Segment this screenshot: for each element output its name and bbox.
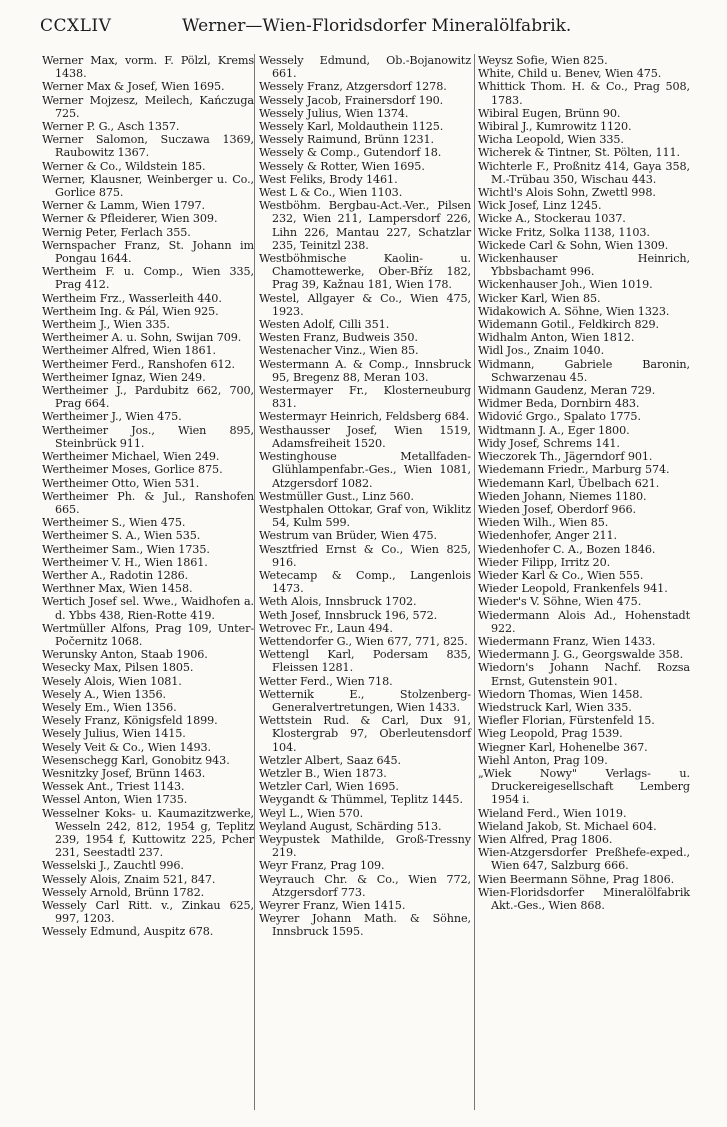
directory-entry: Weysz Sofie, Wien 825. [478,54,608,67]
directory-entry: Wertheimer J., Pardubitz 662, 700, Prag 664. [42,384,254,411]
directory-entry: Wettendorfer G., Wien 677, 771, 825. [259,634,468,648]
directory-entry: Wessel Anton, Wien 1735. [42,793,188,807]
directory-entry: Wertheimer Alfred, Wien 1861. [42,344,217,358]
directory-entry: Wertheimer Ferd., Ranshofen 612. [42,357,236,371]
directory-entry: Wiedemann Karl, Übelbach 621. [478,476,660,490]
directory-entry: Widmann Gaudenz, Meran 729. [478,384,656,398]
directory-entry: Wien Beermann Söhne, Prag 1806. [478,872,675,886]
directory-entry: Wernspacher Franz, St. Johann im Pongau 1644. [42,238,254,266]
directory-entry: Widhalm Anton, Wien 1812. [478,331,635,345]
directory-entry: Wertich Josef sel. Wwe., Waidhofen a. d. Ybbs 438, Rien-Rotte 419. [42,595,254,622]
directory-entry: Wieden Josef, Oberdorf 966. [478,502,636,516]
directory-entry: Wieland Ferd., Wien 1019. [478,806,627,820]
directory-entry: Wertheimer S. A., Wien 535. [42,529,201,543]
directory-entry: Widemann Gotil., Feldkirch 829. [478,318,659,332]
directory-entry: Weth Josef, Innsbruck 196, 572. [259,608,438,622]
directory-entry: Werner, Klausner, Weinberger u. Co., Gorlice 875. [42,172,254,200]
directory-entry: Wessely Carl Ritt. v., Zinkau 625, 997, 1203. [42,899,254,926]
directory-entry: Widmann, Gabriele Baronin, Schwarzenau 45. [478,357,690,384]
directory-entry: Weypustek Mathilde, Groß-Tressny 219. [259,832,471,860]
directory-entry: Wieder's V. Söhne, Wien 475. [478,595,642,609]
directory-entry: Widović Grgo., Spalato 1775. [478,410,641,424]
column-2 [259,54,471,939]
directory-entry: Wiedemann Friedr., Marburg 574. [478,463,670,477]
directory-entry: Wiedorn Thomas, Wien 1458. [478,687,643,701]
directory-entry: Weth Alois, Innsbruck 1702. [259,595,417,609]
directory-entry: Westermayr Heinrich, Feldsberg 684. [259,410,470,424]
directory-entry: Westermayer Fr., Klosterneuburg 831. [259,384,471,411]
directory-entry: Weyrauch Chr. & Co., Wien 772, Atzgersdorf 773. [259,872,471,899]
directory-entry: White, Child u. Benev, Wien 475. [478,67,662,81]
directory-entry: Widtmann J. A., Eger 1800. [478,423,630,437]
directory-entry: Wesnitzky Josef, Brünn 1463. [42,766,206,780]
directory-entry: Wetecamp & Comp., Langenlois 1473. [259,568,471,596]
directory-entry: Westböhmische Kaolin- u. Chamottewerke, Ober-Bříz 182, Prag 39, Kažnau 181, Wien 178. [259,252,471,292]
directory-entry: Wicha Leopold, Wien 335. [478,133,624,147]
directory-entry: Werner Salomon, Suczawa 1369, Raubowitz 1367. [42,133,254,160]
directory-entry: Westphalen Ottokar, Graf von, Wiklitz 54, Kulm 599. [259,502,471,530]
directory-entry: Wessely Karl, Moldauthein 1125. [259,120,444,134]
directory-entry: Wessely Alois, Znaim 521, 847. [42,872,216,886]
directory-entry: „Wiek Nowy" Verlags- u. Druckereigesellschaft Lemberg 1954 i. [478,766,690,807]
directory-entry: Wieczorek Th., Jägerndorf 901. [478,450,653,464]
directory-entry: Wien Alfred, Prag 1806. [478,832,613,846]
directory-entry: Westböhm. Bergbau-Act.-Ver., Pilsen 232, Wien 211, Lampersdorf 226, Lihn 226, Mantau 227, Schatzlar 235, Teinitzl 238. [259,199,471,252]
directory-entry: Wertheim Ing. & Pál, Wien 925. [42,304,219,318]
directory-entry: Wertheimer J., Wien 475. [42,410,182,424]
directory-entry: Wertheimer Michael, Wien 249. [42,450,220,464]
directory-entry: Wesely A., Wien 1356. [42,687,166,701]
directory-entry: Wien-Floridsdorfer Mineralölfabrik Akt.-Ges., Wien 868. [478,885,690,912]
directory-entry: Wiehl Anton, Prag 109. [478,753,608,767]
directory-entry: Wessely Edmund, Auspitz 678. [42,925,214,939]
directory-entry: Wieder Filipp, Irritz 20. [478,555,611,569]
directory-entry: Wertheimer A. u. Sohn, Swijan 709. [42,331,242,345]
directory-entry: Wicke Fritz, Solka 1138, 1103. [478,225,650,239]
directory-entry: Wickede Carl & Sohn, Wien 1309. [478,238,669,252]
directory-entry: Wiegner Karl, Hohenelbe 367. [478,740,648,754]
directory-entry: Wessely Jacob, Frainersdorf 190. [259,93,444,107]
directory-entry: Wieden Wilh., Wien 85. [478,516,609,530]
directory-entry: Wertheimer Jos., Wien 895, Steinbrück 911. [42,423,254,450]
directory-entry: Wichtl's Alois Sohn, Zwettl 998. [478,186,656,200]
directory-entry: Wetzler Albert, Saaz 645. [259,753,401,767]
directory-entry: Wibiral J., Kumrowitz 1120. [478,120,632,134]
directory-entry: Wertheimer Otto, Wien 531. [42,476,200,490]
directory-entry: Wicke A., Stockerau 1037. [478,212,626,226]
directory-entry: Wiedermann Alois Ad., Hohenstadt 922. [478,608,690,635]
directory-entry: Whittick Thom. H. & Co., Prag 508, 1783. [478,80,690,107]
directory-entry: Werner Max, vorm. F. Pölzl, Krems 1438. [42,54,254,81]
directory-entry: Wessely Edmund, Ob.-Bojanowitz 661. [259,54,471,81]
directory-entry: Werner Max & Josef, Wien 1695. [42,80,225,94]
directory-entry: Westen Adolf, Cilli 351. [259,318,390,332]
directory-entry: Wickenhauser Joh., Wien 1019. [478,278,653,292]
directory-entry: Wessek Ant., Triest 1143. [42,780,185,794]
entry-columns [42,54,690,1114]
directory-entry: Westen Franz, Budweis 350. [259,331,418,345]
directory-entry: Wetzler Carl, Wien 1695. [259,780,399,794]
directory-entry: Wiedenhofer C. A., Bozen 1846. [478,542,656,556]
directory-entry: Westel, Allgayer & Co., Wien 475, 1923. [259,291,471,318]
directory-entry: Widl Jos., Znaim 1040. [478,344,605,358]
directory-entry: Wetternik E., Stolzenberg-Generalvertretungen, Wien 1433. [259,687,471,714]
directory-entry: Weyrer Franz, Wien 1415. [259,899,406,912]
directory-entry: Wieg Leopold, Prag 1539. [478,727,623,741]
directory-entry: Wetzler B., Wien 1873. [259,766,387,780]
directory-entry: Wesely Alois, Wien 1081. [42,674,182,688]
directory-entry: Wiefler Florian, Fürstenfeld 15. [478,714,655,728]
directory-entry: Wiedstruck Karl, Wien 335. [478,700,632,714]
directory-entry: Wickenhauser Heinrich, Ybbsbachamt 996. [478,252,690,279]
directory-entry: Wesztfried Ernst & Co., Wien 825, 916. [259,542,471,569]
directory-entry: Wieden Johann, Niemes 1180. [478,489,647,503]
directory-entry: Wertheim F. u. Comp., Wien 335, Prag 412. [42,265,254,292]
directory-entry: Wertheimer Ignaz, Wien 249. [42,370,206,384]
directory-entry: Wettengl Karl, Podersam 835, Fleissen 1281. [259,648,471,675]
directory-entry: Wieland Jakob, St. Michael 604. [478,819,657,833]
directory-entry: Wesselner Koks- u. Kaumazitzwerke, Wesseln 242, 812, 1954 g, Teplitz 239, 1954 f, Kuttowitz 225, Pcher 231, Seestadtl 237. [42,806,254,860]
directory-entry: Werner Mojzesz, Meilech, Kańczuga 725. [42,93,254,120]
directory-entry: West Feliks, Brody 1461. [259,172,398,186]
directory-entry: Wiedenhofer, Anger 211. [478,529,618,543]
directory-entry: Wesely Franz, Königsfeld 1899. [42,714,218,728]
directory-entry: Wessely Arnold, Brünn 1782. [42,885,205,899]
directory-entry: Werthner Max, Wien 1458. [42,582,193,596]
directory-entry: Wesecky Max, Pilsen 1805. [42,661,194,675]
directory-entry: Wessely & Comp., Gutendorf 18. [259,146,442,160]
directory-entry: Werner & Pfleiderer, Wien 309. [42,212,218,226]
directory-entry: Wiedorn's Johann Nachf. Rozsa Ernst, Gutenstein 901. [478,661,690,688]
directory-entry: Wetter Ferd., Wien 718. [259,674,393,688]
directory-entry: Wesely Veit & Co., Wien 1493. [42,740,211,754]
directory-entry: Weygandt & Thümmel, Teplitz 1445. [259,793,463,807]
directory-entry: Werunsky Anton, Staab 1906. [42,648,208,662]
directory-entry: Wiedermann J. G., Georgswalde 358. [478,648,684,662]
directory-entry: Wertmüller Alfons, Prag 109, Unter-Počernitz 1068. [42,621,254,648]
running-header [40,12,690,42]
directory-entry: Westenacher Vinz., Wien 85. [259,344,419,358]
directory-entry: Widy Josef, Schrems 141. [478,436,620,450]
directory-entry: Wesselski J., Zauchtl 996. [42,859,184,873]
directory-entry: Westermann A. & Comp., Innsbruck 95, Bregenz 88, Meran 103. [259,357,471,384]
directory-entry: Westrum van Brüder, Wien 475. [259,529,437,543]
directory-entry: Wettstein Rud. & Carl, Dux 91, Klostergrab 97, Oberleutensdorf 104. [259,714,471,754]
directory-entry: Wesenschegg Karl, Gonobitz 943. [42,753,230,767]
directory-entry: Wernig Peter, Ferlach 355. [42,225,191,239]
directory-entry: Wessely & Rotter, Wien 1695. [259,159,425,173]
directory-entry: Wicherek & Tintner, St. Pölten, 111. [478,146,680,160]
directory-entry: West L & Co., Wien 1103. [259,186,403,200]
directory-entry: Werner & Co., Wildstein 185. [42,159,206,173]
column-3 [478,54,690,912]
directory-entry: Wesely Em., Wien 1356. [42,700,177,714]
page-number: CCXLIV [40,16,112,36]
directory-entry: Wertheim Frz., Wasserleith 440. [42,291,222,305]
directory-entry: Wick Josef, Linz 1245. [478,199,602,213]
directory-entry: Wesely Julius, Wien 1415. [42,727,186,741]
directory-entry: Wessely Raimund, Brünn 1231. [259,133,434,147]
directory-entry: Wieder Karl & Co., Wien 555. [478,568,644,582]
directory-entry: Westinghouse Metallfaden-Glühlampenfabr.-Ges., Wien 1081, Atzgersdorf 1082. [259,450,471,490]
directory-entry: Wicker Karl, Wien 85. [478,291,601,305]
directory-entry: Wessely Julius, Wien 1374. [259,106,409,120]
directory-entry: Wichterle F., Proßnitz 414, Gaya 358, M.-Trübau 350, Wischau 443. [478,159,690,186]
directory-entry: Werther A., Radotin 1286. [42,568,189,582]
directory-entry: Weyland August, Schärding 513. [259,819,442,833]
directory-entry: Weyl L., Wien 570. [259,806,364,820]
directory-entry: Widakowich A. Söhne, Wien 1323. [478,304,670,318]
directory-entry: Wetrovec Fr., Laun 494. [259,621,393,635]
directory-entry: Wertheimer Moses, Gorlice 875. [42,463,223,477]
running-title: Werner—Wien-Floridsdorfer Mineralölfabrik. [182,16,572,36]
directory-entry: Wertheimer Sam., Wien 1735. [42,542,210,556]
directory-entry: Weyrer Johann Math. & Söhne, Innsbruck 1595. [259,912,471,939]
directory-entry: Westhausser Josef, Wien 1519, Adamsfreiheit 1520. [259,423,471,450]
directory-entry: Werner & Lamm, Wien 1797. [42,199,206,213]
directory-entry: Wertheimer Ph. & Jul., Ranshofen 665. [42,489,254,516]
directory-entry: Wibiral Eugen, Brünn 90. [478,106,621,120]
directory-entry: Wiedermann Franz, Wien 1433. [478,634,656,648]
directory-entry: Wertheimer S., Wien 475. [42,516,186,530]
directory-entry: Widmer Beda, Dornbirn 483. [478,397,640,411]
column-1 [42,54,254,939]
directory-entry: Wertheimer V. H., Wien 1861. [42,555,208,569]
directory-entry: Weyr Franz, Prag 109. [259,859,385,873]
directory-entry: Wieder Leopold, Frankenfels 941. [478,582,668,596]
directory-entry: Wien-Atzgersdorfer Preßhefe-exped., Wien 647, Salzburg 666. [478,846,690,873]
directory-entry: Wessely Franz, Atzgersdorf 1278. [259,80,447,94]
directory-entry: Westmüller Gust., Linz 560. [259,489,414,503]
directory-entry: Werner P. G., Asch 1357. [42,120,180,134]
column-divider [474,54,475,1110]
column-divider [254,54,255,1110]
directory-entry: Wertheim J., Wien 335. [42,318,170,332]
